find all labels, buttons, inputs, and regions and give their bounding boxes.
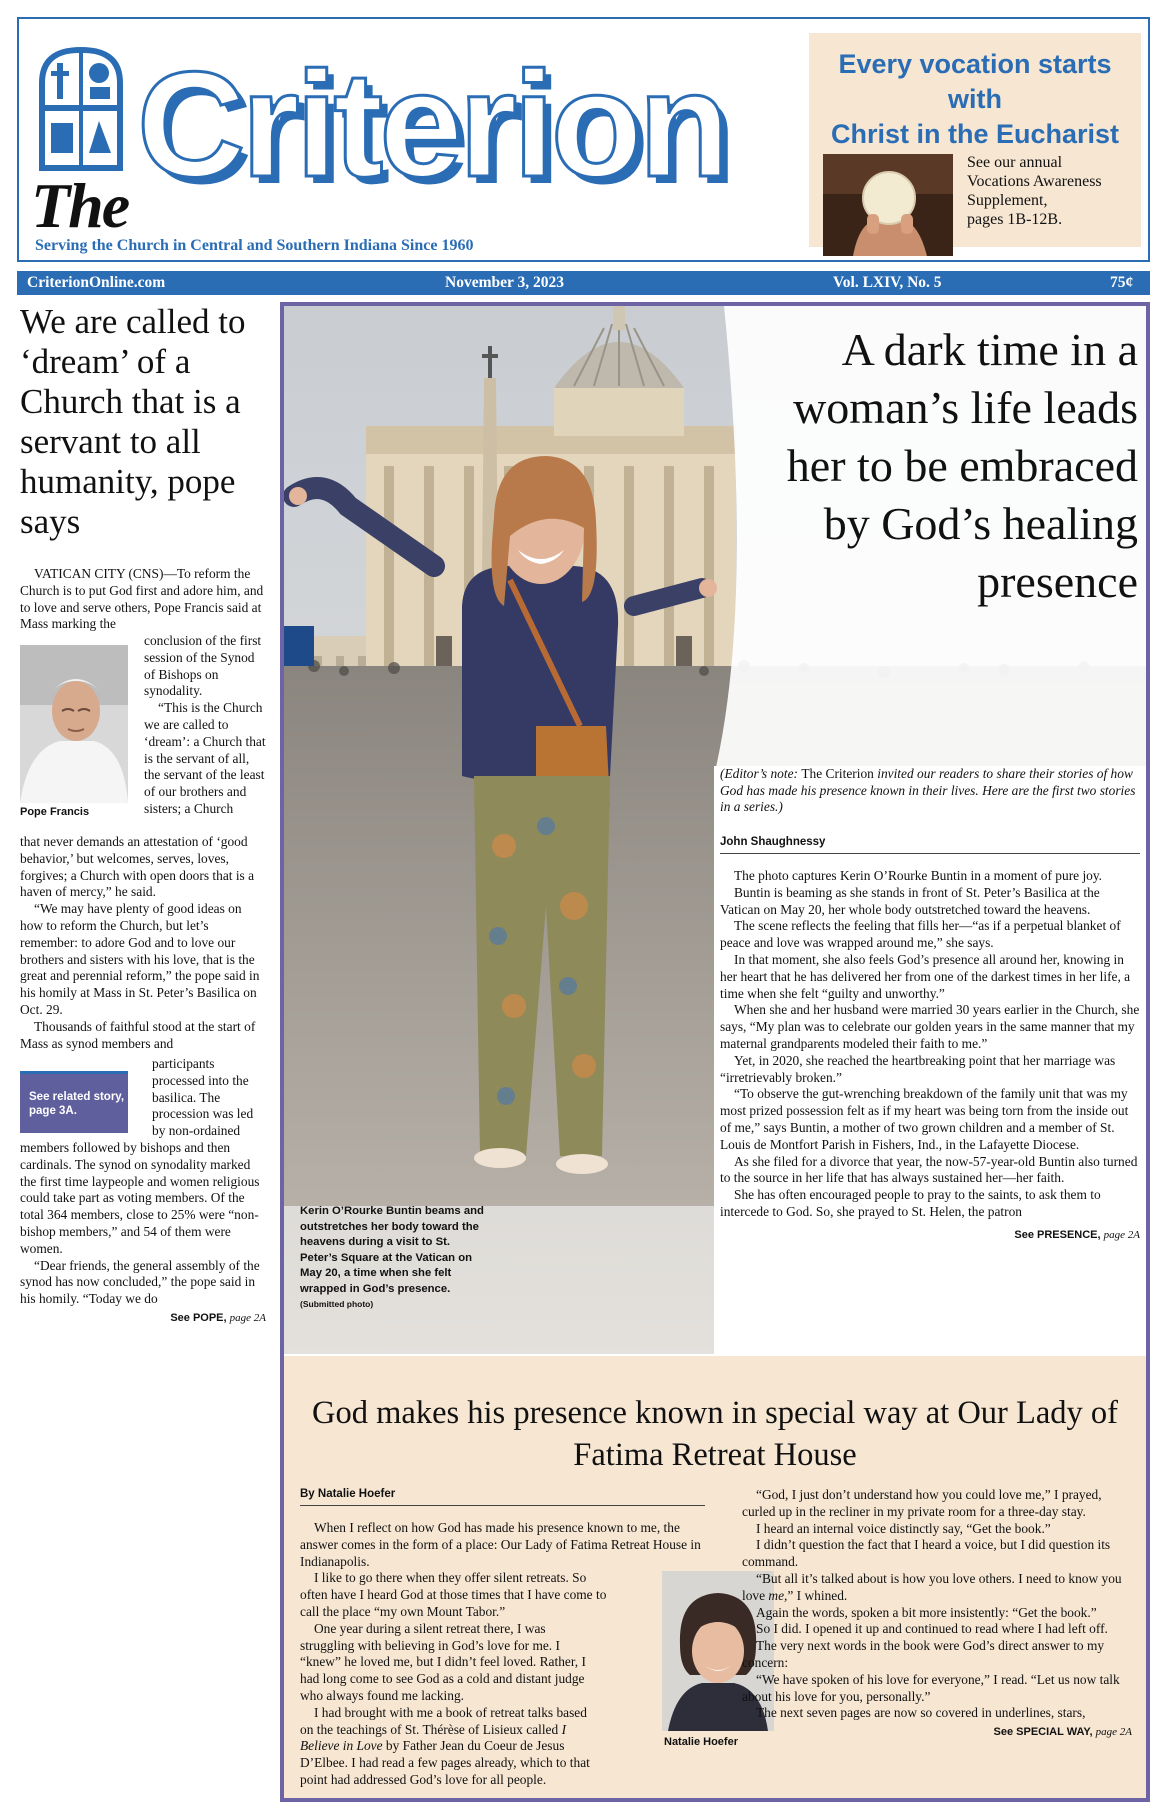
fatima-story-text: ” I whined.	[787, 1587, 848, 1603]
see-pope-page: page 2A	[229, 1311, 266, 1324]
see-presence-page: page 2A	[1103, 1228, 1140, 1241]
fatima-story-paragraph: I like to go there when they offer silent retreats. So often have I heard God at those times that I have come to call the place “my own Mount Tabor.”	[300, 1570, 607, 1619]
fatima-story-text: “But all it’s talked about is how you love others. I need to know you love	[742, 1570, 1122, 1603]
related-story-box[interactable]: See related story, page 3A.	[20, 1071, 128, 1133]
promo-text-line-4: pages 1B-12B.	[967, 211, 1063, 228]
presence-story-paragraph: The photo captures Kerin O’Rourke Buntin in a moment of pure joy.	[734, 868, 1103, 883]
editors-note	[720, 766, 1140, 816]
pope-story-narrow-col-2	[152, 1056, 266, 1140]
fatima-story-paragraph: I didn’t question the fact that I heard a voice, but I did question its command.	[742, 1537, 1111, 1570]
presence-story-headline[interactable]: A dark time in a woman’s life leads her to be embraced by God’s healing presence	[786, 324, 1138, 607]
fatima-story-text: I had brought with me a book of retreat talks based on the teachings of St. Thérèse of Lisieux called	[300, 1704, 587, 1737]
promo-headline	[809, 47, 1141, 152]
editors-note-label: (Editor’s note:	[720, 766, 798, 781]
pope-story-paragraph-cont: conclusion of the first session of the Synod of Bishops on synodality.	[144, 633, 262, 699]
fatima-story-paragraph: When I reflect on how God has made his presence known to me, the answer comes in the form of a place: Our Lady of Fatima Retreat House in Indianapolis.	[300, 1520, 701, 1569]
see-presence-jump[interactable]	[720, 1227, 1140, 1244]
fatima-story-paragraph: “God, I just don’t understand how you could love me,” I prayed, curled up in the recliner in my private room for a three-day stay.	[742, 1487, 1102, 1519]
pope-story-paragraph-cont: that never demands an attestation of ‘good behavior,’ but welcomes, serves, loves, forgives; a Church with open doors that is a haven of mercy,” he said.	[20, 834, 255, 900]
photo-credit: (Submitted photo)	[300, 1299, 374, 1309]
fatima-story-paragraph: “We have spoken of his love for everyone,” I read. “Let us now talk about his love for you, personally.”	[742, 1671, 1120, 1704]
issue-date: November 3, 2023	[445, 274, 564, 291]
stained-glass-logo-icon	[35, 43, 127, 175]
volume-number: Vol. LXIV, No. 5	[833, 274, 942, 291]
fatima-story-paragraph: I heard an internal voice distinctly say, “Get the book.”	[756, 1520, 1051, 1536]
presence-story-paragraph: Yet, in 2020, she reached the heartbreaking point that her marriage was “irretrievably broken.”	[720, 1052, 1116, 1085]
see-pope-jump[interactable]	[20, 1310, 266, 1327]
see-special-way-page: page 2A	[1095, 1726, 1132, 1739]
editors-note-text: invited our readers to share their stories of how God has made his presence known in their lives. Here are the first two stories in a series.)	[720, 766, 1136, 814]
pope-story-quote: “This is the Church we are called to ‘dream’: a Church that is the servant of all, the servant of the least of our brothers and sisters; a Church	[144, 700, 266, 816]
masthead-the: The	[31, 170, 129, 241]
promo-headline-line-1: Every vocation starts with	[838, 49, 1112, 114]
fatima-story-paragraph: One year during a silent retreat there, I was struggling with believing in God’s love for me. I “knew” he loved me, but I didn’t feel loved. Rather, I had long come to see God as a cold and distant judge who always found me lacking.	[300, 1620, 586, 1703]
presence-story-paragraph: She has often encouraged people to pray to the saints, to ask them to intercede to God. So, she prayed to St. Helen, the patron	[720, 1187, 1101, 1219]
buntin-caption-text: Kerin O’Rourke Buntin beams and outstretches her body toward the heavens during a visit to St. Peter’s Square at the Vatican on May 20, a time when she felt wrapped in God’s presence.	[300, 1205, 484, 1295]
presence-story-body	[720, 868, 1140, 1244]
presence-story-paragraph: Buntin is beaming as she stands in front of St. Peter’s Basilica at the Vatican on May 20, her whole body outstretched toward the heavens.	[720, 884, 1100, 917]
pope-story-body-2	[20, 1140, 266, 1327]
promo-text	[967, 153, 1132, 229]
pope-photo-caption: Pope Francis	[20, 806, 90, 818]
pope-story-paragraph: “Dear friends, the general assembly of the synod has now concluded,” the pope said in his homily. “Today we do	[20, 1257, 260, 1307]
presence-story-paragraph: When she and her husband were married 30 years earlier in the Church, she says, “My plan was to celebrate our golden years in the same manner that my maternal grandparents modeled their faith to me.”	[720, 1002, 1140, 1051]
buntin-photo-caption	[300, 1204, 490, 1313]
presence-story-paragraph: The scene reflects the feeling that fills her—“as if a perpetual blanket of peace and love was wrapped around me,” she says.	[720, 918, 1121, 951]
pope-story-body	[20, 834, 266, 1052]
vocations-promo-box[interactable]	[809, 33, 1141, 247]
pope-story-paragraph-cont: members followed by bishops and then cardinals. The synod on synodality marked the first time laypeople and women religious could take part as voting members. Of the total 364 members, close to 25% were “non-bishop members,” and 54 of them were women.	[20, 1140, 260, 1256]
pope-story-paragraph: VATICAN CITY (CNS)—To reform the Church is to put God first and adore him, and to love and serve others, Pope Francis said at Mass marking the	[20, 566, 264, 632]
fatima-story-text: by Father Jean du Coeur de Jesus D’Elbee. I had read a few pages already, which to that point had addressed God’s love for all people.	[300, 1738, 590, 1787]
masthead-tagline: Serving the Church in Central and Southern Indiana Since 1960	[35, 237, 474, 254]
natalie-photo-caption: Natalie Hoefer	[664, 1736, 738, 1748]
fatima-story-paragraph	[300, 1705, 705, 1789]
website-link[interactable]: CriterionOnline.com	[27, 274, 166, 291]
fatima-byline: By Natalie Hoefer	[300, 1488, 705, 1506]
presence-story-paragraph: “To observe the gut-wrenching breakdown of the family unit that was my most prized possession felt as if my heart was being torn from the inside out of me,” says Buntin, a mother of two grown children and a member of St. Louis de Montfort Parish in Fishers, Ind., in the Lafayette Diocese.	[720, 1086, 1129, 1152]
see-pope-label: See POPE,	[170, 1311, 227, 1324]
see-special-way-jump[interactable]	[742, 1724, 1132, 1741]
promo-text-line-3: Supplement,	[967, 192, 1048, 209]
pope-story-paragraph: “We may have plenty of good ideas on how to reform the Church, but let’s remember: to adore God and to love our brothers and sisters with his love, that is the great and perennial reform,” the pope said in his homily at Mass in St. Peter’s Basilica on Oct. 29.	[20, 901, 260, 1017]
emphasis-me: me,	[768, 1587, 788, 1603]
fatima-story-paragraph: So I did. I opened it up and continued to read where I had left off.	[756, 1621, 1108, 1637]
pope-story-paragraph: Thousands of faithful stood at the start of Mass as synod members and	[20, 1018, 256, 1051]
fatima-story-paragraph	[742, 1571, 1132, 1605]
editors-note-paper: The Criterion	[801, 766, 874, 781]
presence-story-paragraph: As she filed for a divorce that year, the now-57-year-old Buntin also turned to the source in her life that has always sustained her—her faith.	[720, 1153, 1138, 1186]
pope-story-paragraph-cont: participants processed into the basilica. The procession was led by non-ordained	[152, 1056, 254, 1139]
masthead	[17, 17, 1150, 262]
pope-story-intro	[20, 566, 266, 633]
eucharist-host-photo	[823, 154, 953, 256]
promo-text-line-1: See our annual	[967, 154, 1063, 171]
pope-story-narrow-col	[144, 633, 266, 818]
fatima-story-paragraph: The very next words in the book were God’s direct answer to my concern:	[742, 1638, 1105, 1670]
promo-headline-line-2: Christ in the Eucharist	[830, 119, 1120, 149]
see-presence-label: See PRESENCE,	[1014, 1228, 1101, 1241]
pope-story-headline[interactable]: We are called to ‘dream’ of a Church that is a servant to all humanity, pope says	[20, 302, 246, 541]
see-special-way-label: See SPECIAL WAY,	[993, 1726, 1093, 1739]
fatima-story-col-1	[300, 1520, 705, 1789]
book-title: I Believe in Love	[300, 1721, 567, 1754]
masthead-title: Criterion	[137, 40, 727, 208]
promo-text-line-2: Vocations Awareness	[967, 173, 1102, 190]
fatima-story-paragraph: Again the words, spoken a bit more insistently: “Get the book.”	[756, 1604, 1097, 1620]
issue-price: 75¢	[1110, 274, 1134, 291]
fatima-story-paragraph: The next seven pages are now so covered in underlines, stars,	[756, 1705, 1086, 1721]
fatima-story-col-2	[742, 1487, 1132, 1741]
presence-byline: John Shaughnessy	[720, 836, 1140, 854]
fatima-story-headline[interactable]: God makes his presence known in special way at Our Lady of Fatima Retreat House	[312, 1395, 1118, 1473]
issue-info-bar	[17, 271, 1150, 295]
presence-story-paragraph: In that moment, she also feels God’s presence all around her, knowing in her heart that he has delivered her from one of the darkest times in her life, a time when she felt “guilty and unworthy.”	[720, 951, 1131, 1001]
pope-francis-photo	[20, 645, 128, 803]
